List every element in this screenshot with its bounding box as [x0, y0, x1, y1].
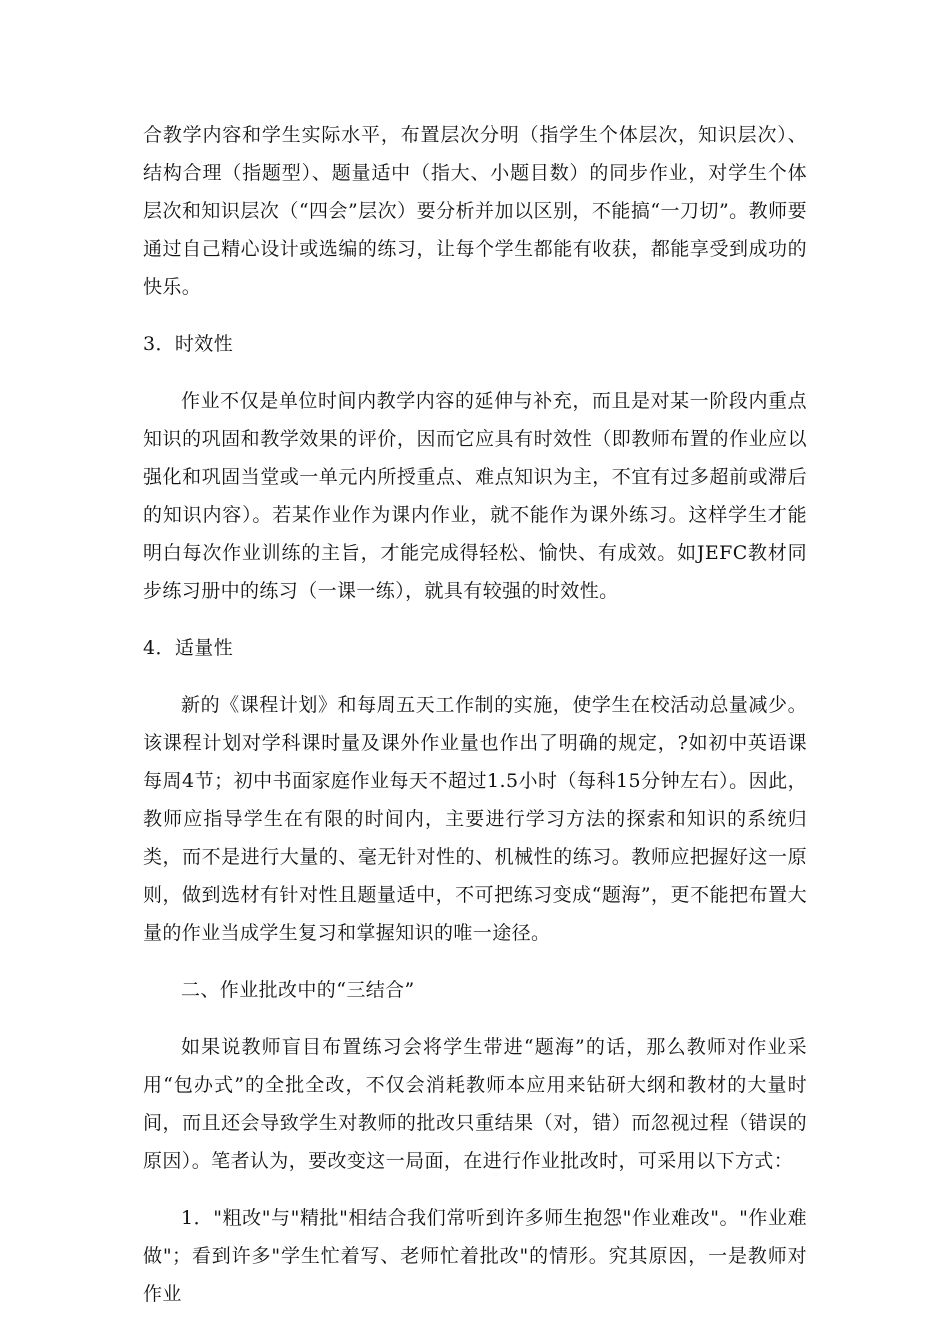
section-heading-appropriate-amount: 4．适量性	[143, 637, 234, 659]
section-heading-timeliness: 3．时效性	[143, 333, 234, 355]
document-body	[143, 116, 807, 1332]
body-paragraph: 如果说教师盲目布置练习会将学生带进“题海”的话，那么教师对作业采用“包办式”的全批全改，不仅会消耗教师本应用来钻研大纲和教材的大量时间，而且还会导致学生对教师的批改只重结果（对，错）而忽视过程（错误的原因）。笔者认为，要改变这一局面，在进行作业批改时，可采用以下方式：	[143, 1036, 807, 1172]
body-paragraph: 作业不仅是单位时间内教学内容的延伸与补充，而且是对某一阶段内重点知识的巩固和教学效果的评价，因而它应具有时效性（即教师布置的作业应以强化和巩固当堂或一单元内所授重点、难点知识为主，不宜有过多超前或滞后的知识内容）。若某作业作为课内作业，就不能作为课外练习。这样学生才能明白每次作业训练的主旨，才能完成得轻松、愉快、有成效。如JEFC教材同步练习册中的练习（一课一练），就具有较强的时效性。	[143, 390, 807, 602]
body-paragraph: 1．"粗改"与"精批"相结合我们常听到许多师生抱怨"作业难改"。"作业难做"；看到许多"学生忙着写、老师忙着批改"的情形。究其原因，一是教师对作业	[143, 1207, 807, 1305]
body-paragraph: 新的《课程计划》和每周五天工作制的实施，使学生在校活动总量减少。该课程计划对学科课时量及课外作业量也作出了明确的规定，?如初中英语课每周4节；初中书面家庭作业每天不超过1.5小时（每科15分钟左右）。因此，教师应指导学生在有限的时间内，主要进行学习方法的探索和知识的系统归类，而不是进行大量的、毫无针对性的、机械性的练习。教师应把握好这一原则，做到选材有针对性且题量适中，不可把练习变成“题海”，更不能把布置大量的作业当成学生复习和掌握知识的唯一途径。	[143, 694, 807, 944]
section-heading-three-combinations: 二、作业批改中的“三结合”	[181, 979, 415, 1001]
body-paragraph: 合教学内容和学生实际水平，布置层次分明（指学生个体层次，知识层次）、结构合理（指题型）、题量适中（指大、小题目数）的同步作业，对学生个体层次和知识层次（“四会”层次）要分析并加以区别，不能搞“一刀切”。教师要通过自己精心设计或选编的练习，让每个学生都能有收获，都能享受到成功的快乐。	[143, 124, 807, 298]
